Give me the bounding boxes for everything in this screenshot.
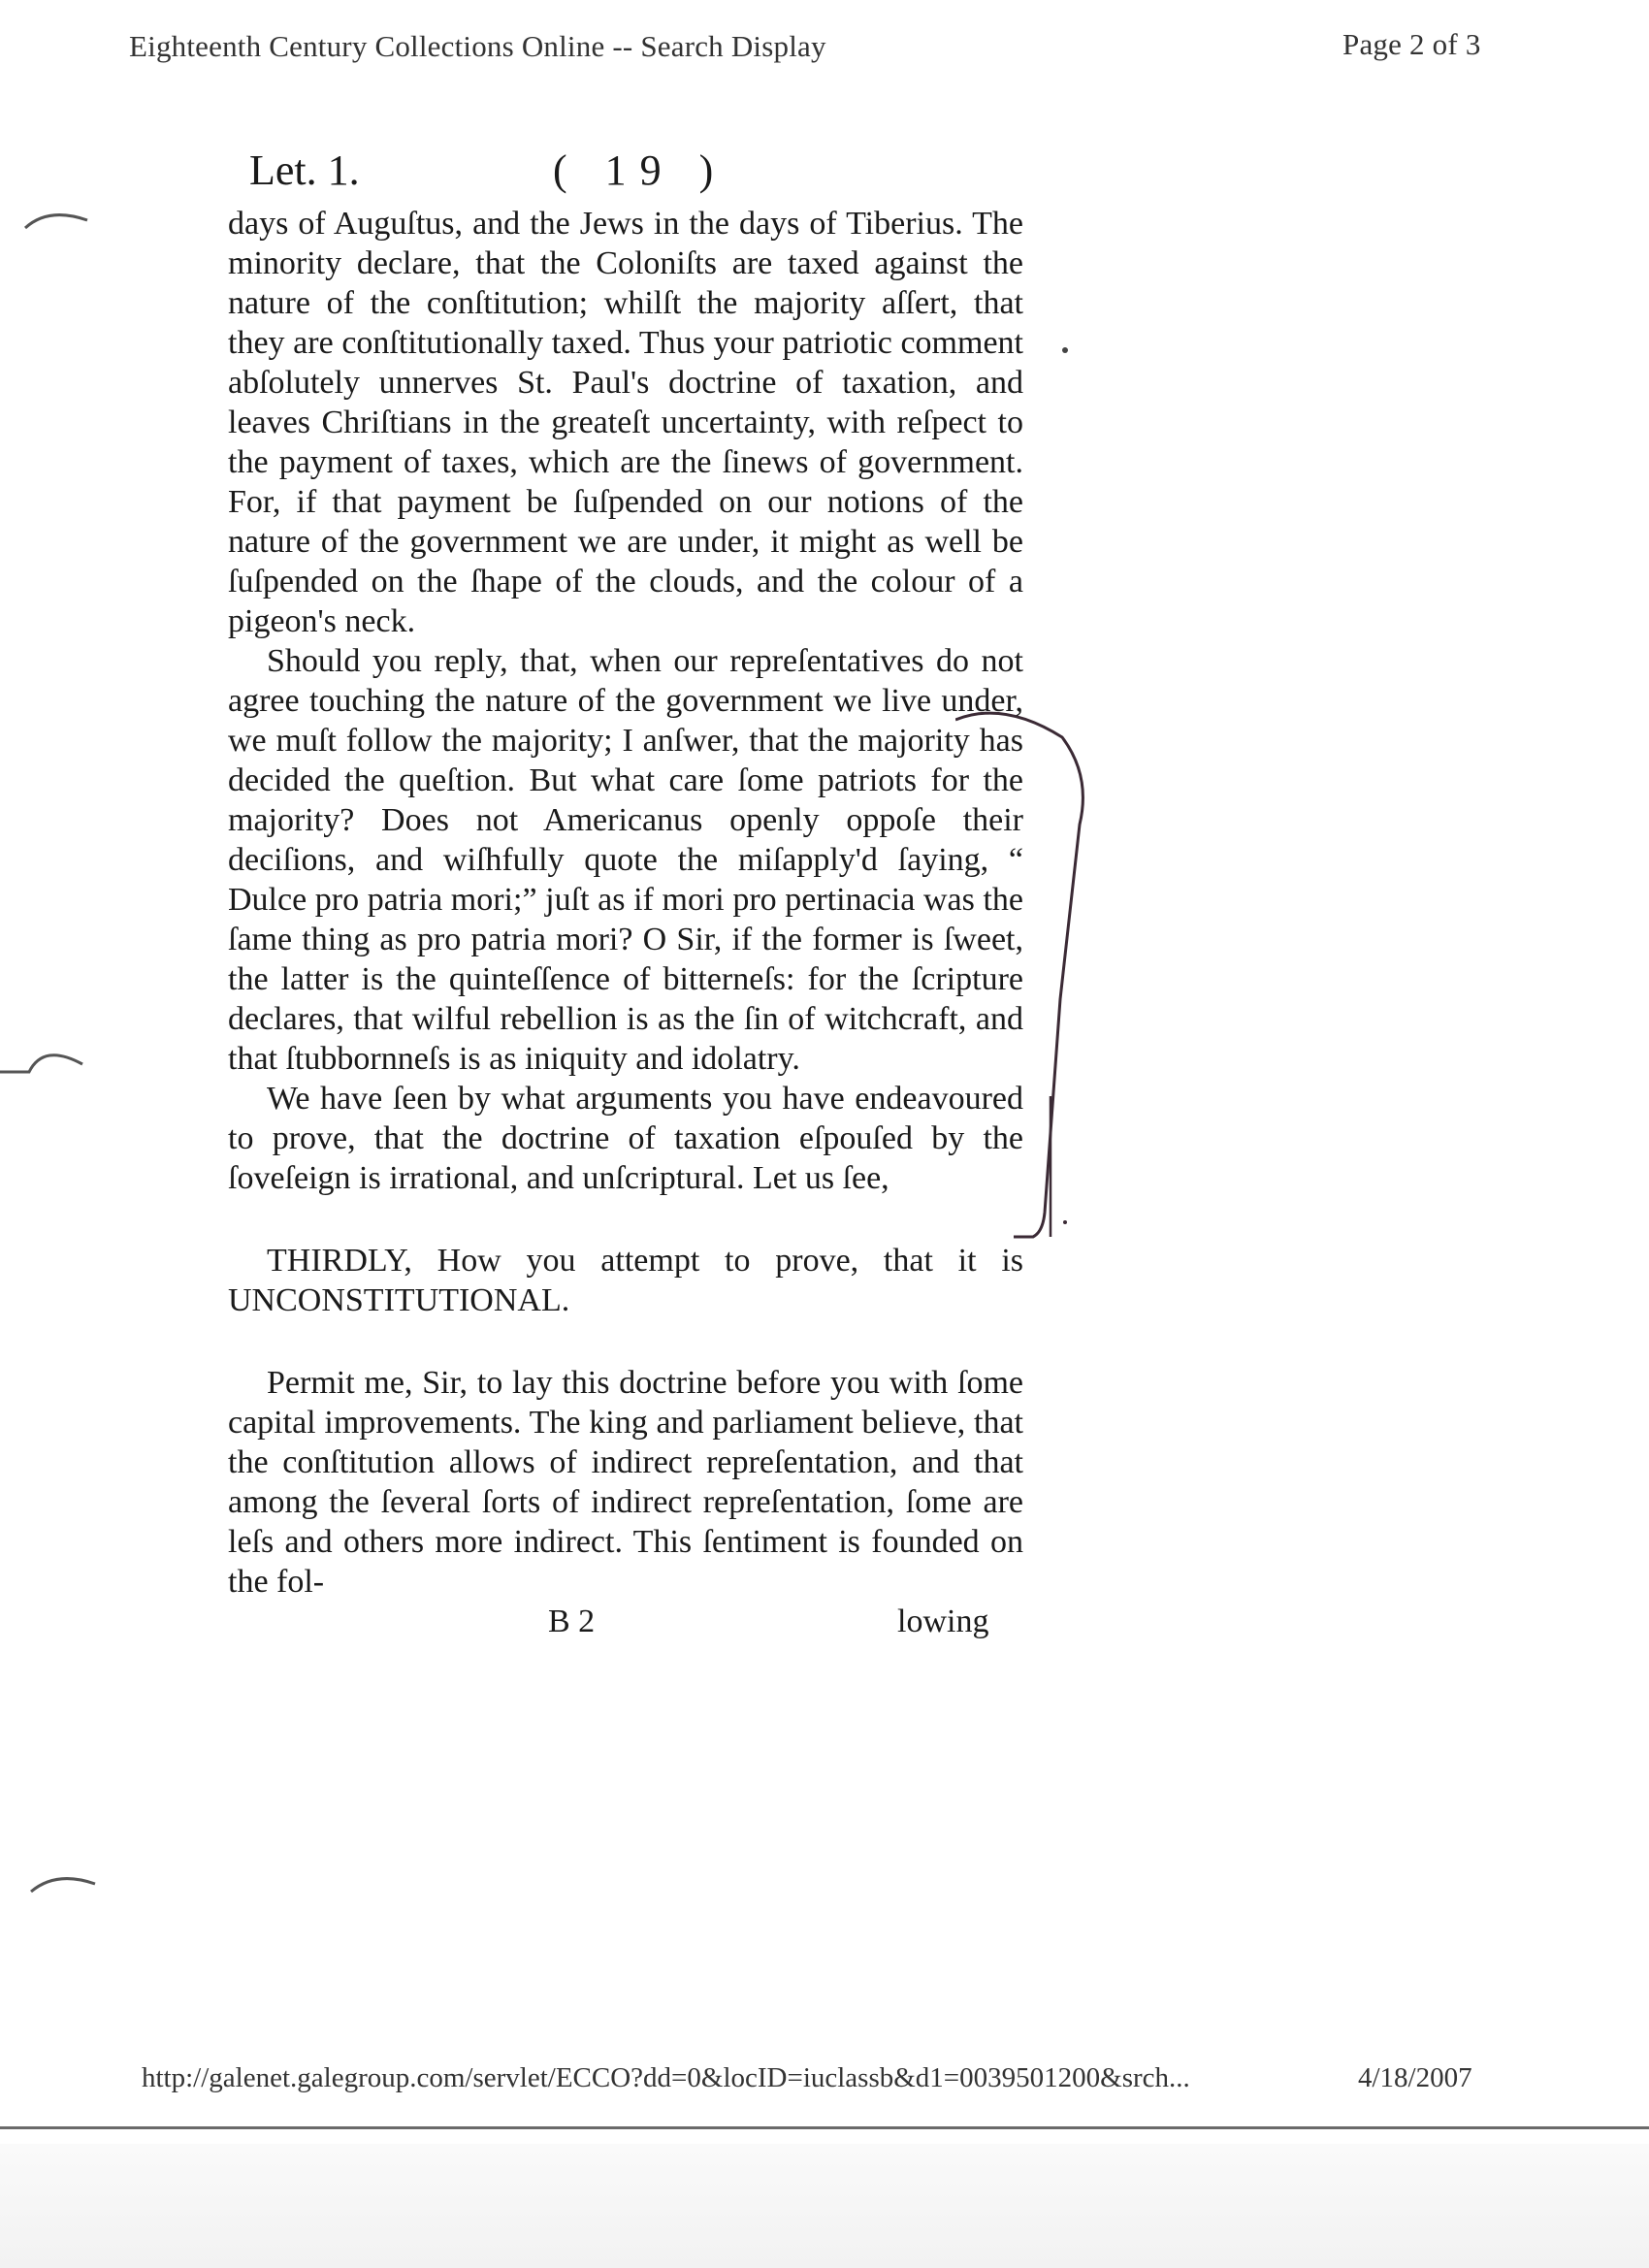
catchword: lowing xyxy=(897,1604,989,1639)
hole-punch-mark-bottom xyxy=(27,1863,105,1901)
footer-divider xyxy=(0,2126,1649,2129)
source-url: http://galenet.galegroup.com/servlet/ECCO?dd=0&locID=iuclassb&d1=0039501200&srch... xyxy=(142,2062,1190,2093)
hole-punch-mark-top xyxy=(19,199,97,238)
print-date: 4/18/2007 xyxy=(1358,2062,1472,2093)
scanned-page xyxy=(228,146,1023,1648)
page-number: ( 19 ) xyxy=(553,146,728,194)
paragraph-1: days of Auguſtus, and the Jews in the days of Tiberius. The minority declare, that the Coloniſts are taxed against the nature of the conſtitution; whilſt the majority aſſert, that they are conſtitutionally taxed. Thus your patriotic comment abſolutely unnerves St. Paul's doctrine of taxation, and leaves Chriſtians in the greateſt uncertainty, with reſpect to the payment of taxes, which are the ſinews of government. For, if that payment be ſuſpended on our notions of the nature of the government we are under, it might as well be ſuſpended on the ſhape of the clouds, and the colour of a pigeon's neck. xyxy=(228,206,1023,639)
paragraph-3: We have ſeen by what arguments you have endeavoured to prove, that the doctrine of taxation eſpouſed by the ſoveſeign is irrational, and unſcriptural. Let us ſee, xyxy=(228,1081,1023,1196)
paragraph-4: Permit me, Sir, to lay this doctrine before you with ſome capital improvements. The king and parliament believe, that the conſtitution allows of indirect repreſentation, and that among the ſeveral ſorts of indirect repreſentation, ſome are leſs and others more indirect. This ſentiment is founded on the fol- xyxy=(228,1365,1023,1600)
page-indicator: Page 2 of 3 xyxy=(1342,27,1481,61)
hole-punch-mark-middle xyxy=(0,1033,87,1082)
signature-line xyxy=(228,1604,1023,1648)
section-heading: THIRDLY, How you attempt to prove, that it is UNCONSTITUTIONAL. xyxy=(228,1243,1023,1318)
running-head-letter: Let. 1. xyxy=(249,146,360,194)
header-title: Eighteenth Century Collections Online -- Search Display xyxy=(129,29,826,63)
signature-mark: B 2 xyxy=(548,1604,596,1639)
margin-dot xyxy=(1060,345,1070,355)
paragraph-2: Should you reply, that, when our repreſentatives do not agree touching the nature of the government we live under, we muſt follow the majority; I anſwer, that the majority has decided the queſtion. But what care ſome patriots for the majority? Does not Americanus openly oppoſe their deciſions, and wiſhfully quote the miſapply'd ſaying, “ Dulce pro patria mori;” juſt as if mori pro pertinacia was the ſame thing as pro patria mori? O Sir, if the former is ſweet, the latter is the quinteſſence of bitterneſs: for the ſcripture declares, that wilful rebellion is as the ſin of witchcraft, and that ſtubbornneſs is as iniquity and idolatry. xyxy=(228,643,1023,1077)
scan-bottom-margin xyxy=(0,2144,1649,2268)
running-head xyxy=(228,146,1023,204)
